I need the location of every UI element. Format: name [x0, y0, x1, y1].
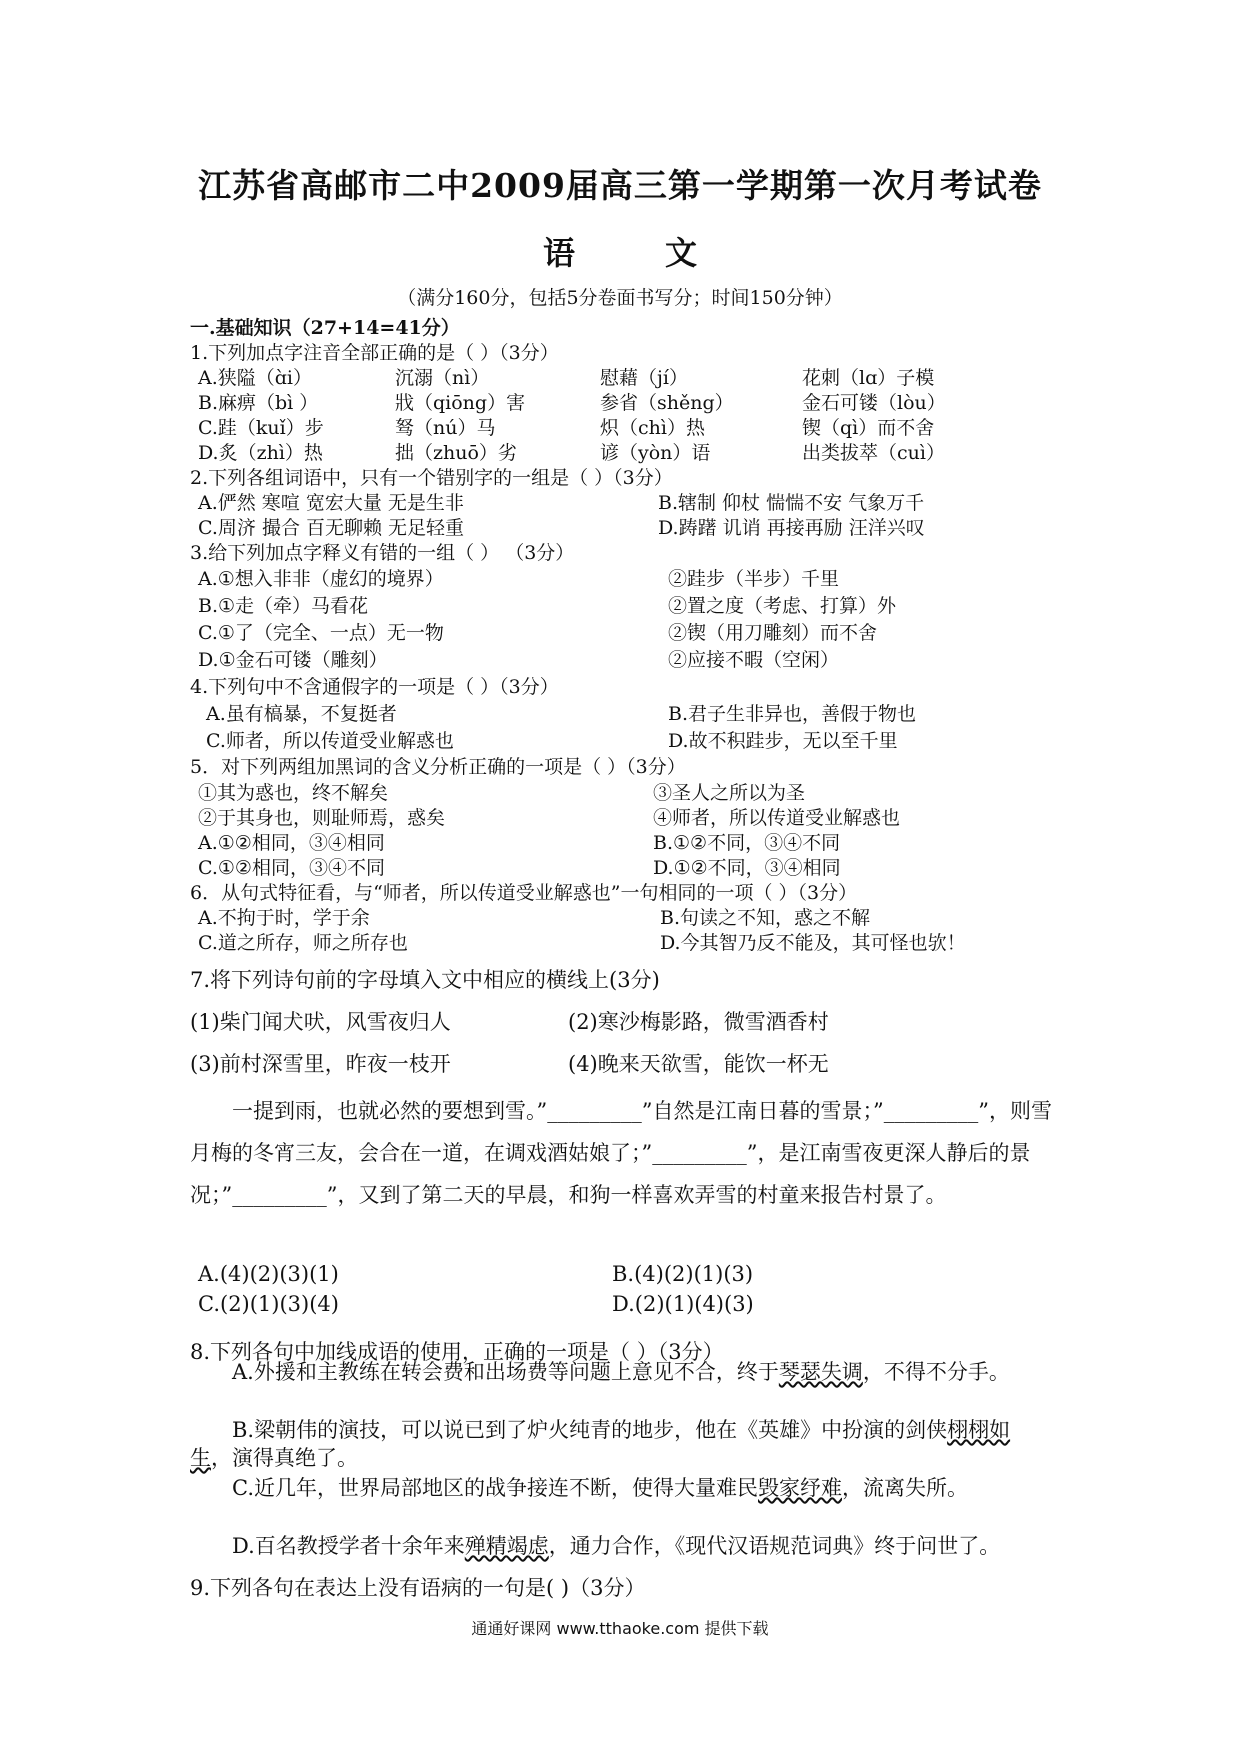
q1-a2: 沉溺（nì）: [395, 367, 490, 389]
q1-a4: 花刺（lɑ）子模: [802, 367, 935, 389]
q5-option-a: A.①②相同，③④相同: [198, 832, 385, 854]
q7-poem-4: (4)晚来天欲雪，能饮一杯无: [568, 1052, 829, 1076]
q5-s2: ②于其身也，则耻师焉，惑矣: [198, 807, 446, 829]
section-heading: 一.基础知识（27+14=41分）: [190, 317, 460, 339]
q9-stem: 9.下列各句在表达上没有语病的一句是( )（3分）: [190, 1576, 646, 1600]
q5-option-c: C.①②相同，③④不同: [198, 857, 385, 879]
q8-option-b: B.梁朝伟的演技，可以说已到了炉火纯青的地步，他在《英雄》中扮演的剑侠栩栩如生，演得真绝了。: [190, 1418, 1011, 1470]
q2-option-b: B.辖制 仰杖 惴惴不安 气象万千: [658, 492, 925, 514]
q2-option-a: A.俨然 寒喧 宽宏大量 无是生非: [198, 492, 464, 514]
q1-d2: 拙（zhuō）劣: [395, 442, 517, 464]
q4-stem: 4.下列句中不含通假字的一项是（ ）（3分）: [190, 676, 559, 698]
q3-d1: D.①金石可镂（雕刻）: [198, 649, 388, 671]
q7-poem-1: (1)柴门闻犬吠，风雪夜归人: [190, 1010, 451, 1034]
q5-s4: ④师者，所以传道受业解惑也: [653, 807, 901, 829]
exam-note: （满分160分，包括5分卷面书写分；时间150分钟）: [397, 287, 843, 309]
q6-stem: 6．从句式特征看，与“师者，所以传道受业解惑也”一句相同的一项（ ）（3分）: [190, 882, 858, 904]
footer-download-note: 通通好课网 www.tthaoke.com 提供下载: [471, 1619, 769, 1638]
q7-stem: 7.将下列诗句前的字母填入文中相应的横线上(3分): [190, 968, 660, 992]
q3-c1: C.①了（完全、一点）无一物: [198, 622, 444, 644]
q1-a3: 慰藉（jí）: [600, 367, 688, 389]
q4-option-a: A.虽有槁暴，不复挺者: [206, 703, 397, 725]
q5-s3: ③圣人之所以为圣: [653, 782, 806, 804]
q1-d3: 谚（yòn）语: [600, 442, 711, 464]
subject-title: 语文: [542, 234, 787, 272]
q1-b2: 戕（qiōng）害: [395, 392, 526, 414]
q7-option-d: D.(2)(1)(4)(3): [612, 1292, 754, 1316]
q5-s1: ①其为惑也，终不解矣: [198, 782, 389, 804]
q2-stem: 2.下列各组词语中，只有一个错别字的一组是（ ）（3分）: [190, 467, 673, 489]
q4-option-c: C.师者，所以传道受业解惑也: [206, 730, 454, 752]
q8-stem: 8.下列各句中加线成语的使用，正确的一项是（ ）（3分）: [190, 1340, 724, 1364]
q6-option-c: C.道之所存，师之所存也: [198, 932, 408, 954]
q8-option-d: D.百名教授学者十余年来殚精竭虑，通力合作，《现代汉语规范词典》终于问世了。: [232, 1534, 1001, 1558]
q1-b1: B.麻痹（bì ）: [198, 392, 319, 414]
q4-option-d: D.故不积跬步，无以至千里: [668, 730, 898, 752]
q3-b2: ②置之度（考虑、打算）外: [668, 595, 897, 617]
q1-d4: 出类拔萃（cuì）: [802, 442, 945, 464]
q2-option-c: C.周济 撮合 百无聊赖 无足轻重: [198, 517, 465, 539]
q1-c4: 锲（qì）而不舍: [802, 417, 935, 439]
q1-c3: 炽（chì）热: [600, 417, 705, 439]
q6-option-d: D.今其智乃反不能及，其可怪也欤！: [660, 932, 966, 954]
q2-option-d: D.踌躇 讥诮 再接再励 汪洋兴叹: [658, 517, 925, 539]
q1-c1: C.跬（kuǐ）步: [198, 417, 324, 439]
q3-d2: ②应接不暇（空闲）: [668, 649, 840, 671]
q3-a1: A.①想入非非（虚幻的境界）: [198, 568, 444, 590]
q8-option-c: C.近几年，世界局部地区的战争接连不断，使得大量难民毁家纾难，流离失所。: [232, 1476, 968, 1500]
q1-b4: 金石可镂（lòu）: [802, 392, 946, 414]
q1-c2: 驽（nú）马: [395, 417, 496, 439]
q4-option-b: B.君子生非异也，善假于物也: [668, 703, 917, 725]
q5-stem: 5．对下列两组加黑词的含义分析正确的一项是（ ）（3分）: [190, 756, 686, 778]
q8-option-a: A.外援和主教练在转会费和出场费等问题上意见不合，终于琴瑟失调，不得不分手。: [232, 1360, 1010, 1384]
q3-a2: ②跬步（半步）千里: [668, 568, 840, 590]
q5-option-d: D.①②不同，③④相同: [653, 857, 841, 879]
q7-option-a: A.(4)(2)(3)(1): [198, 1262, 339, 1286]
q1-b3: 参省（shěng）: [600, 392, 734, 414]
q1-a1: A.狭隘（ɑ̀i）: [198, 367, 313, 389]
q3-b1: B.①走（牵）马看花: [198, 595, 369, 617]
q7-option-b: B.(4)(2)(1)(3): [612, 1262, 754, 1286]
exam-title: 江苏省高邮市二中2009届高三第一学期第一次月考试卷: [198, 166, 1042, 205]
q1-d1: D.炙（zhì）热: [198, 442, 323, 464]
q7-poem-2: (2)寒沙梅影路，微雪酒香村: [568, 1010, 829, 1034]
q7-poem-3: (3)前村深雪里，昨夜一枝开: [190, 1052, 451, 1076]
q6-option-a: A.不拘于时，学于余: [198, 907, 370, 929]
q6-option-b: B.句读之不知，惑之不解: [660, 907, 871, 929]
q1-stem: 1.下列加点字注音全部正确的是（ ）（3分）: [190, 342, 559, 364]
q3-stem: 3.给下列加点字释义有错的一组（ ） （3分）: [190, 542, 575, 564]
q7-passage: 一提到雨，也就必然的要想到雪。”_________”自然是江南日暮的雪景；”_________”，则雪月梅的冬宵三友，会合在一道，在调戏酒姑娘了；”_________”，是江南雪夜更深人静后的景况；”_________”，又到了第二天的早晨，和狗一样喜欢弄雪的村童来报告村景了。: [190, 1099, 1052, 1207]
q7-option-c: C.(2)(1)(3)(4): [198, 1292, 339, 1316]
q5-option-b: B.①②不同，③④不同: [653, 832, 841, 854]
q3-c2: ②锲（用刀雕刻）而不舍: [668, 622, 878, 644]
